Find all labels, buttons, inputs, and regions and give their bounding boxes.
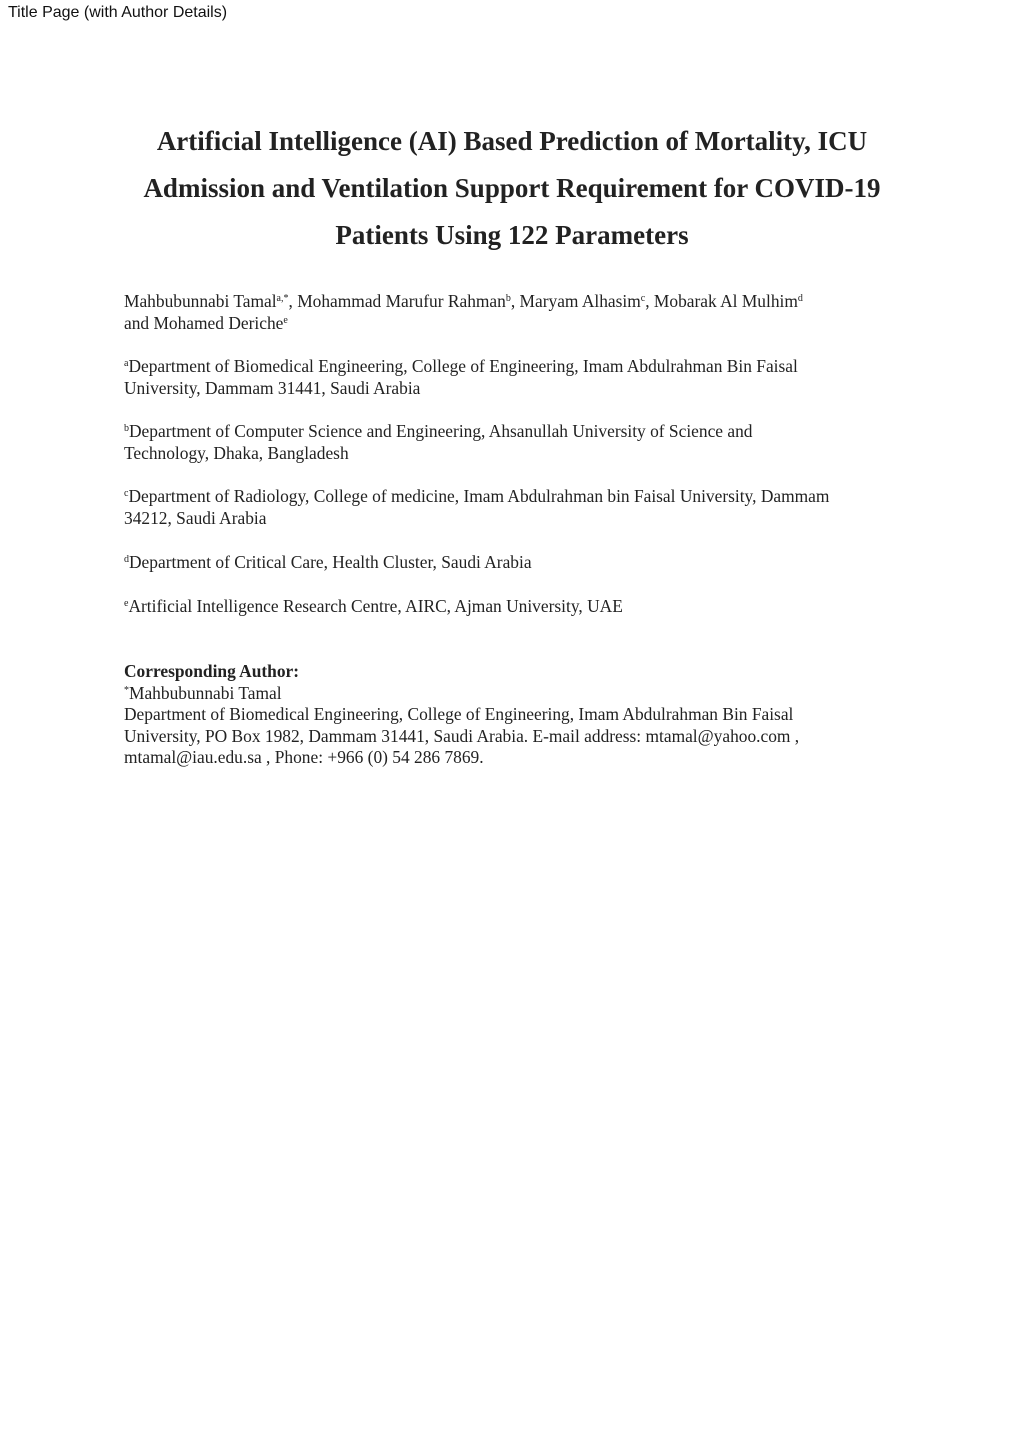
author-name: , Mobarak Al Mulhim (645, 291, 798, 311)
affiliation-superscript: a (124, 358, 129, 369)
author-line-2 (124, 313, 914, 335)
affiliation-text: Department of Computer Science and Engineering, Ahsanullah University of Science and (129, 421, 753, 441)
author-superscript: e (283, 314, 288, 326)
affiliation-text: Department of Radiology, College of medicine, Imam Abdulrahman bin Faisal University, Dammam (128, 486, 830, 506)
corresponding-name: Mahbubunnabi Tamal (129, 682, 282, 703)
author-line-1 (124, 291, 914, 313)
affiliation-b (124, 421, 914, 464)
title-line-2: Admission and Ventilation Support Requirement for COVID-19 (143, 173, 881, 203)
author-list (124, 291, 914, 334)
author-superscript: c (640, 293, 646, 304)
affiliation-text: Department of Critical Care, Health Cluster, Saudi Arabia (129, 552, 532, 572)
author-superscript: a,* (276, 293, 289, 304)
page-label: Title Page (with Author Details) (8, 4, 228, 21)
corresponding-address-line-1: Department of Biomedical Engineering, College of Engineering, Imam Abdulrahman Bin Faisal (124, 704, 794, 724)
affiliation-text: University, Dammam 31441, Saudi Arabia (124, 377, 421, 398)
affiliation-text: Technology, Dhaka, Bangladesh (124, 442, 349, 463)
author-name: Mahbubunnabi Tamal (124, 291, 277, 311)
corresponding-heading: Corresponding Author: (124, 661, 300, 681)
corresponding-author (124, 661, 914, 769)
author-name: , Maryam Alhasim (510, 291, 641, 311)
author-name: , Mohammad Marufur Rahman (288, 291, 506, 311)
affiliation-d (124, 552, 914, 574)
corresponding-contact-line: mtamal@iau.edu.sa , Phone: +966 (0) 54 286 7869. (124, 747, 484, 767)
affiliation-superscript: c (124, 488, 129, 499)
affiliation-superscript: b (124, 423, 129, 434)
affiliation-text: Artificial Intelligence Research Centre, AIRC, Ajman University, UAE (128, 596, 623, 616)
affiliation-superscript: e (124, 598, 129, 609)
affiliation-e (124, 596, 914, 618)
affiliation-text: 34212, Saudi Arabia (124, 507, 267, 528)
paper-title (100, 118, 924, 259)
author-superscript: d (797, 293, 803, 304)
author-superscript: b (505, 293, 511, 304)
author-name: and Mohamed Deriche (124, 312, 284, 333)
corresponding-superscript: * (124, 684, 129, 696)
affiliation-a (124, 356, 914, 399)
affiliation-superscript: d (124, 554, 129, 565)
affiliation-text: Department of Biomedical Engineering, College of Engineering, Imam Abdulrahman Bin Faisal (128, 356, 798, 376)
affiliation-c (124, 486, 914, 529)
corresponding-address-line-2: University, PO Box 1982, Dammam 31441, Saudi Arabia. E-mail address: mtamal@yahoo.com , (124, 725, 800, 746)
title-line-3: Patients Using 122 Parameters (335, 220, 689, 250)
title-line-1: Artificial Intelligence (AI) Based Prediction of Mortality, ICU (156, 126, 868, 156)
